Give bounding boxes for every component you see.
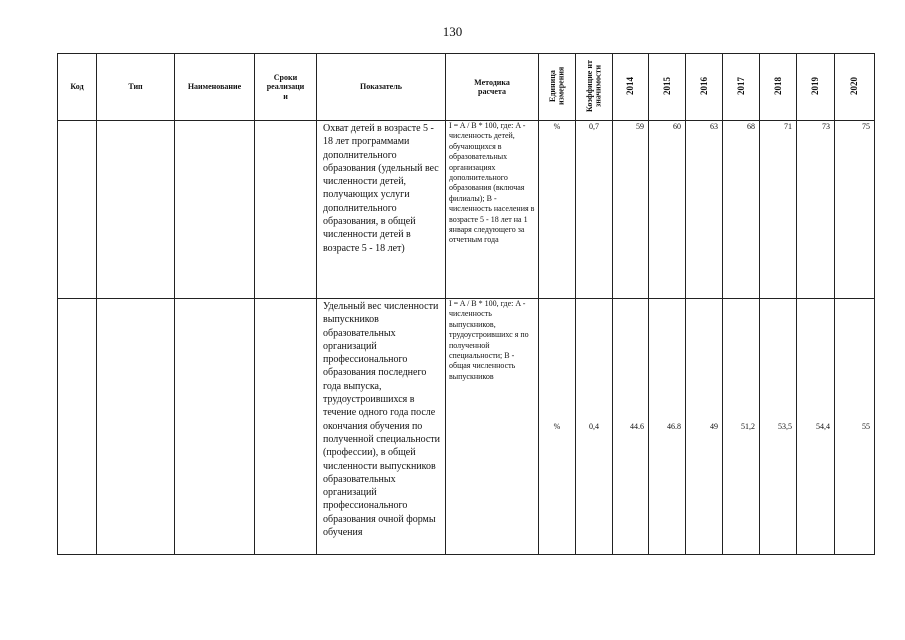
header-year-2020 [835,54,875,121]
cell-kod [58,299,97,555]
header-koef-text: Коэффицие нт значимости [584,59,602,112]
cell-method: I = A / B * 100, где: A - численность выпускников, трудоустроившихс я по полученной специальности; B - общая численность выпускников [446,299,539,555]
header-metodika [446,54,539,121]
header-edinica-text: Единица измерения [547,66,565,106]
header-year-2016 [686,54,723,121]
header-year-2014-text: 2014 [625,76,636,95]
cell-value-2020: 55 [835,299,875,555]
table-row [58,121,875,299]
header-sroki [255,54,317,121]
cell-value-2018: 71 [760,121,797,299]
header-year-2018-text: 2018 [772,76,783,95]
cell-value-2016: 63 [686,121,723,299]
header-sroki-text: Сроки реализаци и [266,73,305,101]
cell-sroki [255,121,317,299]
header-kod: Код [58,54,97,121]
header-year-2017-text: 2017 [735,76,746,95]
cell-value-2020: 75 [835,121,875,299]
header-year-2020-text: 2020 [849,76,860,95]
header-tip: Тип [97,54,175,121]
cell-value-2016: 49 [686,299,723,555]
cell-coef: 0,7 [576,121,613,299]
header-koef [576,54,613,121]
cell-kod [58,121,97,299]
cell-coef: 0,4 [576,299,613,555]
cell-indicator: Охват детей в возрасте 5 - 18 лет программами дополнительного образования (удельный вес численности детей, получающих услуги дополнительного образования, в общей численности детей в возрасте 5 - 18 лет) [317,121,446,299]
header-naimenovanie: Наименование [175,54,255,121]
header-year-2015-text: 2015 [661,76,672,95]
header-metodika-text: Методика расчета [474,77,510,96]
cell-value-2019: 54,4 [797,299,835,555]
header-pokazatel: Показатель [317,54,446,121]
cell-value-2019: 73 [797,121,835,299]
header-year-2014 [613,54,649,121]
cell-value-2017: 68 [723,121,760,299]
cell-naimenovanie [175,121,255,299]
page-number: 130 [442,24,463,39]
table-row [58,299,875,555]
cell-value-2017: 51,2 [723,299,760,555]
header-year-2019-text: 2019 [810,76,821,95]
indicators-table [57,53,875,555]
header-year-2019 [797,54,835,121]
cell-value-2014: 59 [613,121,649,299]
header-row [58,54,875,121]
cell-value-2018: 53,5 [760,299,797,555]
cell-sroki [255,299,317,555]
cell-tip [97,299,175,555]
cell-tip [97,121,175,299]
header-edinica [539,54,576,121]
header-year-2018 [760,54,797,121]
cell-value-2014: 44.6 [613,299,649,555]
header-year-2017 [723,54,760,121]
cell-indicator: Удельный вес численности выпускников образовательных организаций профессионального образования последнего года выпуска, трудоустроившихся в течение одного года после окончания обучения по полученной специальности (профессии), в общей численности выпускников образовательных организаций профессионального образования очной формы обучения [317,299,446,555]
cell-unit: % [539,121,576,299]
cell-unit: % [539,299,576,555]
cell-method: I = A / B * 100, где: A - численность детей, обучающихся в образовательных организациях дополнительного образования (включая филиалы); B - численность населения в возрасте 5 - 18 лет на 1 января следующего за отчетным года [446,121,539,299]
cell-naimenovanie [175,299,255,555]
cell-value-2015: 60 [649,121,686,299]
header-year-2016-text: 2016 [698,76,709,95]
cell-value-2015: 46.8 [649,299,686,555]
header-year-2015 [649,54,686,121]
